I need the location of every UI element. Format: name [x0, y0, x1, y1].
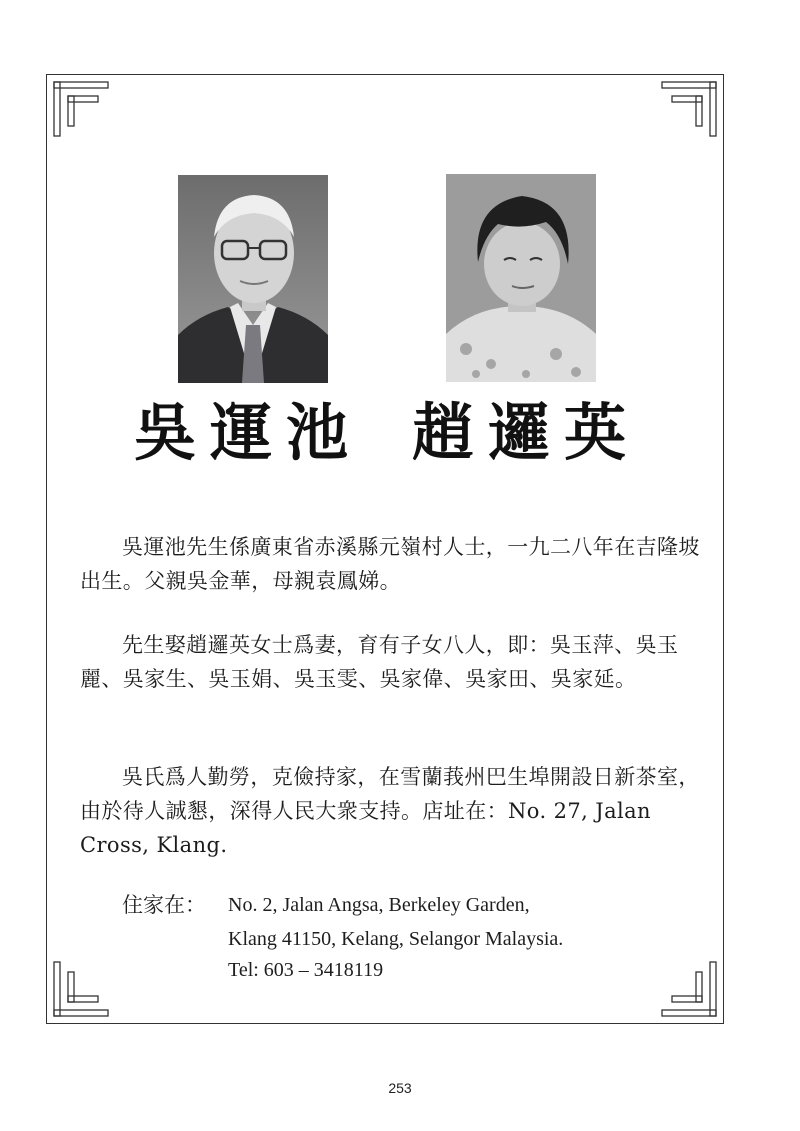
portrait-man-photo	[178, 175, 328, 383]
corner-ornament-top-left	[46, 74, 116, 144]
address-label: 住家在：	[122, 893, 206, 917]
address-line-1: No. 2, Jalan Angsa, Berkeley Garden,	[228, 894, 530, 916]
portrait-woman-photo	[446, 174, 596, 382]
paragraph-family: 先生娶趙邏英女士爲妻，育有子女八人，即：吳玉萍、吳玉麗、吳家生、吳玉娟、吳玉雯、吳家偉、吳家田、吳家延。	[80, 633, 679, 691]
name-husband: 吳運池	[134, 396, 363, 469]
corner-ornament-top-right	[654, 74, 724, 144]
corner-ornament-bottom-left	[46, 954, 116, 1024]
name-wife: 趙邏英	[412, 396, 641, 469]
paragraph-birth: 吳運池先生係廣東省赤溪縣元嶺村人士，一九二八年在吉隆坡出生。父親吳金華，母親袁鳳娣。	[80, 535, 700, 593]
address-line-2: Klang 41150, Kelang, Selangor Malaysia.	[228, 928, 564, 950]
corner-ornament-bottom-right	[654, 954, 724, 1024]
page-number: 253	[388, 1080, 412, 1096]
address-phone: Tel: 603 – 3418119	[228, 959, 384, 981]
paragraph-business: 吳氏爲人勤勞，克儉持家，在雪蘭莪州巴生埠開設日新茶室，由於待人誠懇，深得人民大衆支持。店址在：No. 27, Jalan Cross, Klang.	[80, 765, 700, 857]
